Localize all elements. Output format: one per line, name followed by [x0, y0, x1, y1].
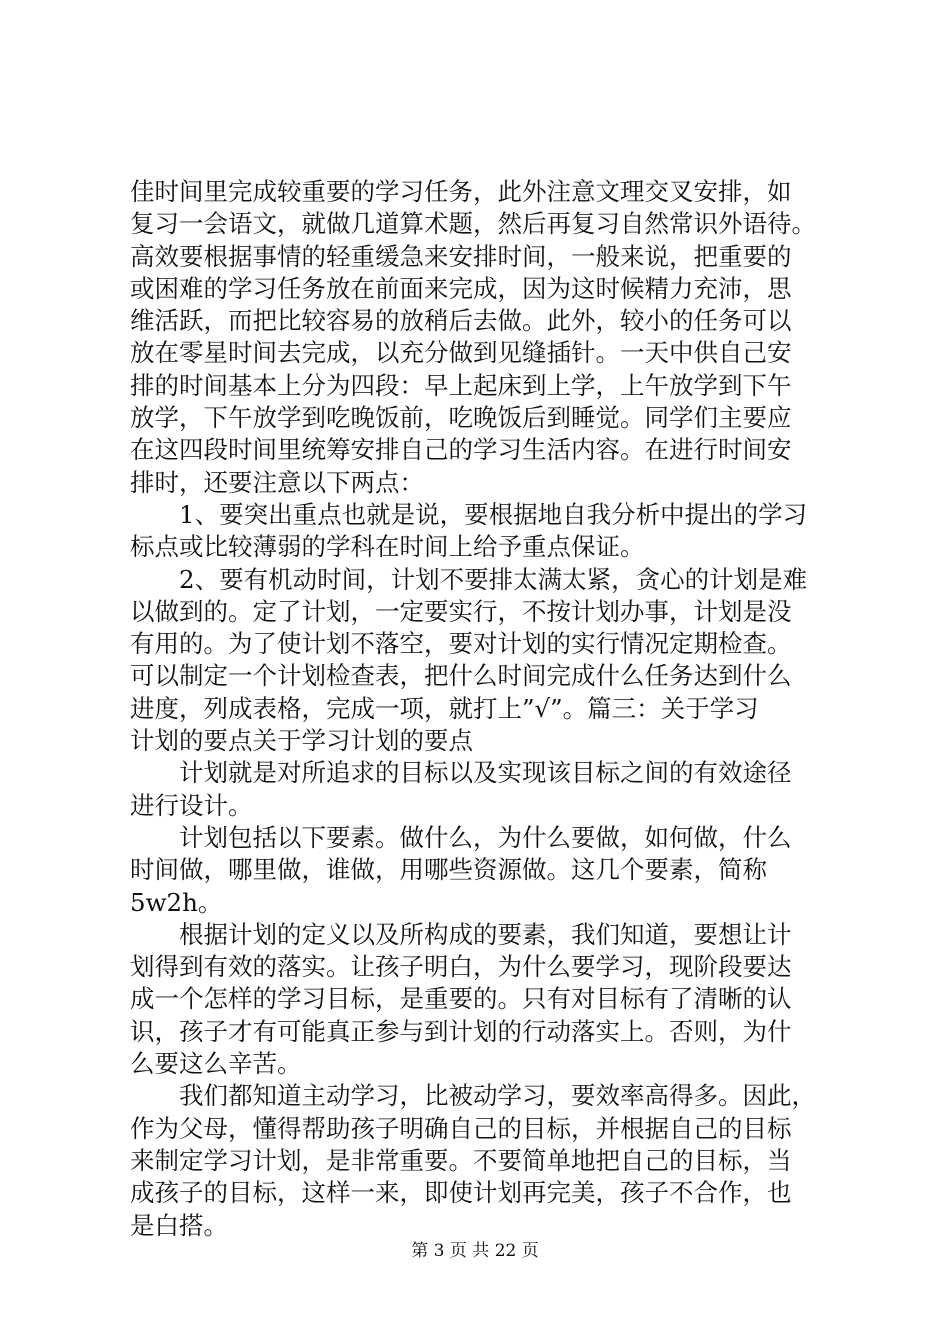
text-line: 以做到的。定了计划，一定要实行，不按计划办事，计划是没 — [130, 596, 792, 626]
text-line: 来制定学习计划，是非常重要。不要简单地把自己的目标，当 — [130, 1145, 792, 1175]
text-line: 时间做，哪里做，谁做，用哪些资源做。这几个要素，简称 — [130, 855, 767, 885]
text-line: 佳时间里完成较重要的学习任务，此外注意文理交叉安排，如 — [130, 177, 792, 206]
text-line: 划得到有效的落实。让孩子明白，为什么要学习，现阶段要达 — [130, 952, 792, 982]
text-line: 识，孩子才有可能真正参与到计划的行动落实上。否则，为什 — [130, 1016, 792, 1046]
text-line: 高效要根据事情的轻重缓急来安排时间，一般来说，把重要的 — [130, 241, 792, 271]
text-line: 复习一会语文，就做几道算术题，然后再复习自然常识外语待。 — [130, 209, 816, 239]
text-line: 进度，列成表格，完成一项，就打上”√”。篇三：关于学习 — [130, 693, 759, 723]
text-line: 计划就是对所追求的目标以及实现该目标之间的有效途径 — [130, 758, 792, 788]
text-line: 计划的要点关于学习计划的要点 — [130, 726, 473, 756]
text-line: 2、要有机动时间，计划不要排太满太紧，贪心的计划是难 — [130, 564, 808, 594]
document-body — [130, 176, 830, 1242]
text-line: 计划包括以下要素。做什么，为什么要做，如何做，什么 — [130, 822, 792, 852]
text-line: 排时，还要注意以下两点： — [130, 467, 424, 497]
text-line: 可以制定一个计划检查表，把什么时间完成什么任务达到什么 — [130, 661, 792, 691]
text-line: 有用的。为了使计划不落空，要对计划的实行情况定期检查。 — [130, 629, 792, 659]
text-line: 根据计划的定义以及所构成的要素，我们知道，要想让计 — [130, 919, 792, 949]
text-line: 排的时间基本上分为四段：早上起床到上学，上午放学到下午 — [130, 370, 792, 400]
text-line: 标点或比较薄弱的学科在时间上给予重点保证。 — [130, 532, 645, 562]
text-line: 我们都知道主动学习，比被动学习，要效率高得多。因此， — [130, 1081, 816, 1111]
text-line: 成孩子的目标，这样一来，即使计划再完美，孩子不合作，也 — [130, 1178, 792, 1208]
text-line: 作为父母，懂得帮助孩子明确自己的目标，并根据自己的目标 — [130, 1113, 792, 1143]
text-line: 是白搭。 — [130, 1210, 228, 1240]
text-line: 放在零星时间去完成，以充分做到见缝插针。一天中供自己安 — [130, 338, 792, 368]
page-number-label: 第 3 页 共 22 页 — [411, 1241, 539, 1261]
page-footer — [0, 1240, 950, 1262]
text-line: 1、要突出重点也就是说，要根据地自我分析中提出的学习 — [130, 499, 808, 529]
text-line: 进行设计。 — [130, 790, 253, 820]
text-line: 5w2h。 — [130, 887, 223, 917]
text-line: 在这四段时间里统筹安排自己的学习生活内容。在进行时间安 — [130, 435, 792, 465]
text-line: 么要这么辛苦。 — [130, 1049, 302, 1079]
text-line: 维活跃，而把比较容易的放稍后去做。此外，较小的任务可以 — [130, 306, 792, 336]
text-line: 放学，下午放学到吃晚饭前，吃晚饭后到睡觉。同学们主要应 — [130, 403, 792, 433]
text-line: 或困难的学习任务放在前面来完成，因为这时候精力充沛，思 — [130, 273, 792, 303]
text-line: 成一个怎样的学习目标，是重要的。只有对目标有了清晰的认 — [130, 984, 792, 1014]
